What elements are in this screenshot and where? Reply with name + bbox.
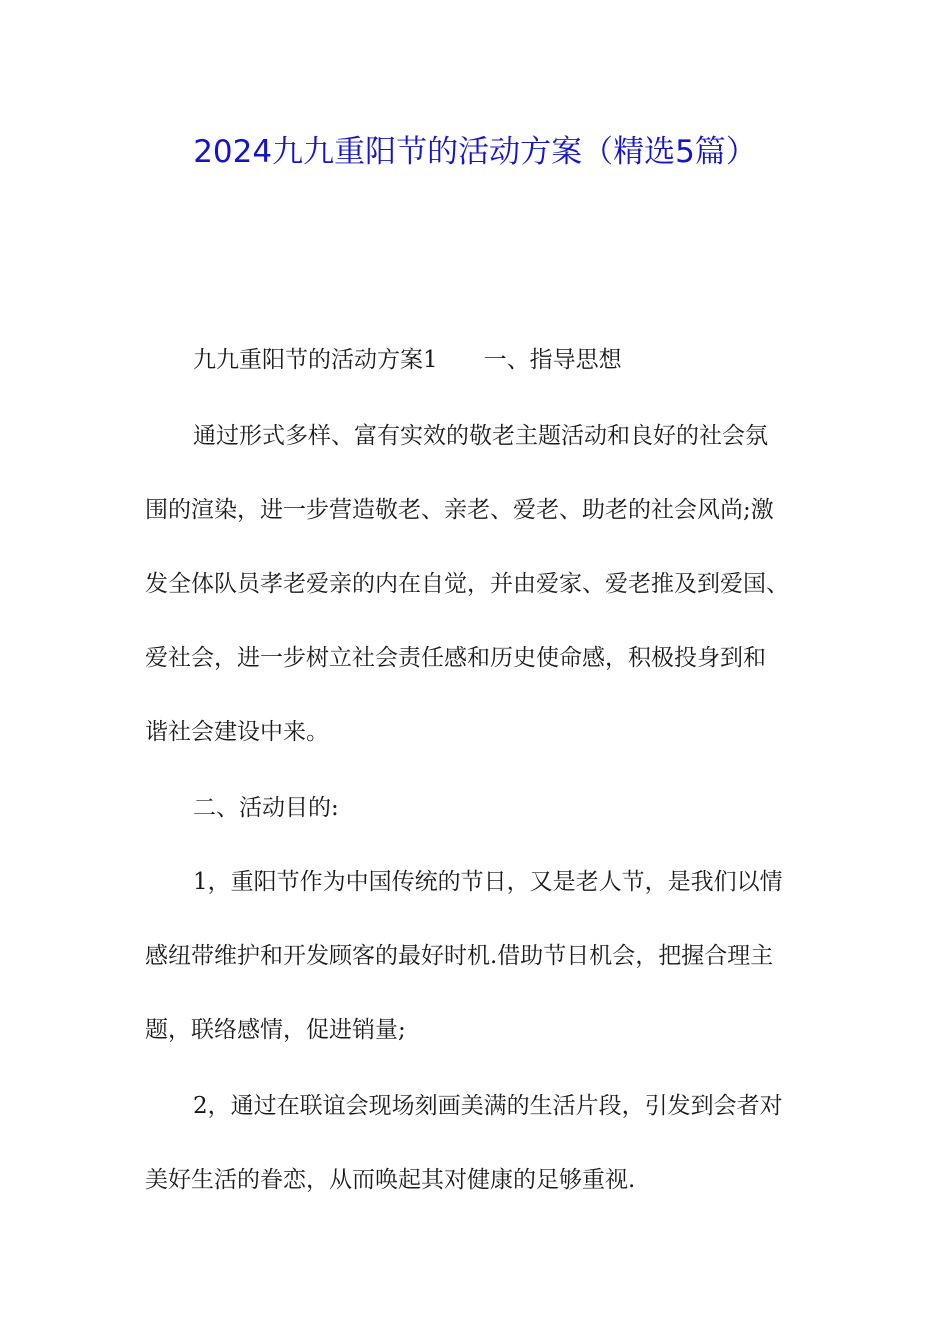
paragraph-line: 1，重阳节作为中国传统的节日，又是老人节，是我们以情 [193,869,783,895]
paragraph-line: 美好生活的眷恋，从而唤起其对健康的足够重视. [145,1167,636,1193]
paragraph-line: 题，联络感情，促进销量; [145,1017,406,1043]
paragraph-line: 通过形式多样、富有实效的敬老主题活动和良好的社会氛 [193,423,768,449]
paragraph-line: 围的渲染，进一步营造敬老、亲老、爱老、助老的社会风尚;激 [145,497,774,523]
paragraph-line: 发全体队员孝老爱亲的内在自觉，并由爱家、爱老推及到爱国、 [145,571,789,597]
paragraph-line: 感纽带维护和开发顾客的最好时机.借助节日机会，把握合理主 [145,943,774,969]
paragraph-line: 爱社会，进一步树立社会责任感和历史使命感，积极投身到和 [145,645,766,671]
document-title: 2024九九重阳节的活动方案（精选5篇） [193,134,757,170]
section-heading: 二、活动目的: [193,795,339,821]
paragraph-line: 2，通过在联谊会现场刻画美满的生活片段，引发到会者对 [193,1093,783,1119]
paragraph-line: 谐社会建设中来。 [145,719,329,745]
paragraph-line: 九九重阳节的活动方案1 一、指导思想 [193,347,622,373]
